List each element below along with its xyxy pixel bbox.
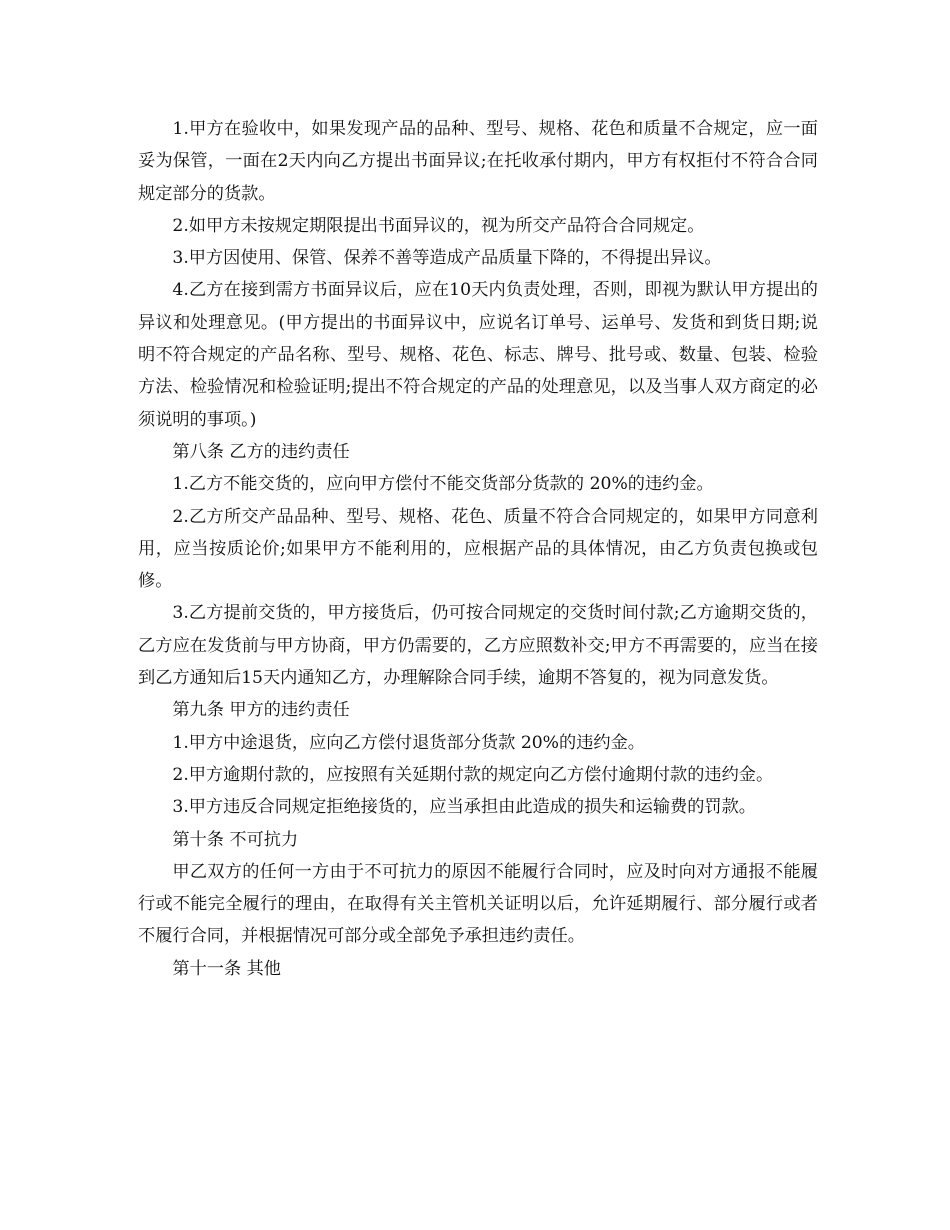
section-heading: 第十条 不可抗力 — [172, 829, 299, 850]
paragraph: 4.乙方在接到需方书面异议后，应在10天内负责处理，否则，即视为默认甲方提出的异议和处理意见。(甲方提出的书面异议中，应说名订单号、运单号、发货和到货日期;说明不符合规定的产品名称、型号、规格、花色、标志、牌号、批号或、数量、包装、检验方法、检验情况和检验证明;提出不符合规定的产品的处理意见，以及当事人双方商定的必须说明的事项。) — [138, 280, 818, 430]
paragraph: 2.乙方所交产品品种、型号、规格、花色、质量不符合合同规定的，如果甲方同意利用，应当按质论价;如果甲方不能利用的，应根据产品的具体情况，由乙方负责包换或包修。 — [138, 506, 818, 592]
section-heading: 第九条 甲方的违约责任 — [172, 700, 350, 721]
document-body — [138, 113, 818, 985]
paragraph: 1.乙方不能交货的，应向甲方偿付不能交货部分货款的 20%的违约金。 — [172, 474, 714, 495]
paragraph: 甲乙双方的任何一方由于不可抗力的原因不能履行合同时，应及时向对方通报不能履行或不能完全履行的理由，在取得有关主管机关证明以后，允许延期履行、部分履行或者不履行合同，并根据情况可部分或全部免予承担违约责任。 — [138, 861, 818, 947]
paragraph: 2.如甲方未按规定期限提出书面异议的，视为所交产品符合合同规定。 — [172, 215, 705, 236]
paragraph: 2.甲方逾期付款的，应按照有关延期付款的规定向乙方偿付逾期付款的违约金。 — [172, 764, 774, 785]
paragraph: 3.乙方提前交货的，甲方接货后，仍可按合同规定的交货时间付款;乙方逾期交货的，乙方应在发货前与甲方协商，甲方仍需要的，乙方应照数补交;甲方不再需要的，应当在接到乙方通知后15天内通知乙方，办理解除合同手续，逾期不答复的，视为同意发货。 — [138, 603, 818, 689]
paragraph: 1.甲方中途退货，应向乙方偿付退货部分货款 20%的违约金。 — [172, 732, 645, 753]
section-heading: 第十一条 其他 — [172, 958, 281, 979]
section-heading: 第八条 乙方的违约责任 — [172, 441, 350, 462]
paragraph: 3.甲方因使用、保管、保养不善等造成产品质量下降的，不得提出异议。 — [172, 248, 722, 269]
paragraph: 1.甲方在验收中，如果发现产品的品种、型号、规格、花色和质量不合规定，应一面妥为保管，一面在2天内向乙方提出书面异议;在托收承付期内，甲方有权拒付不符合合同规定部分的货款。 — [138, 119, 818, 204]
paragraph: 3.甲方违反合同规定拒绝接货的，应当承担由此造成的损失和运输费的罚款。 — [172, 797, 756, 818]
